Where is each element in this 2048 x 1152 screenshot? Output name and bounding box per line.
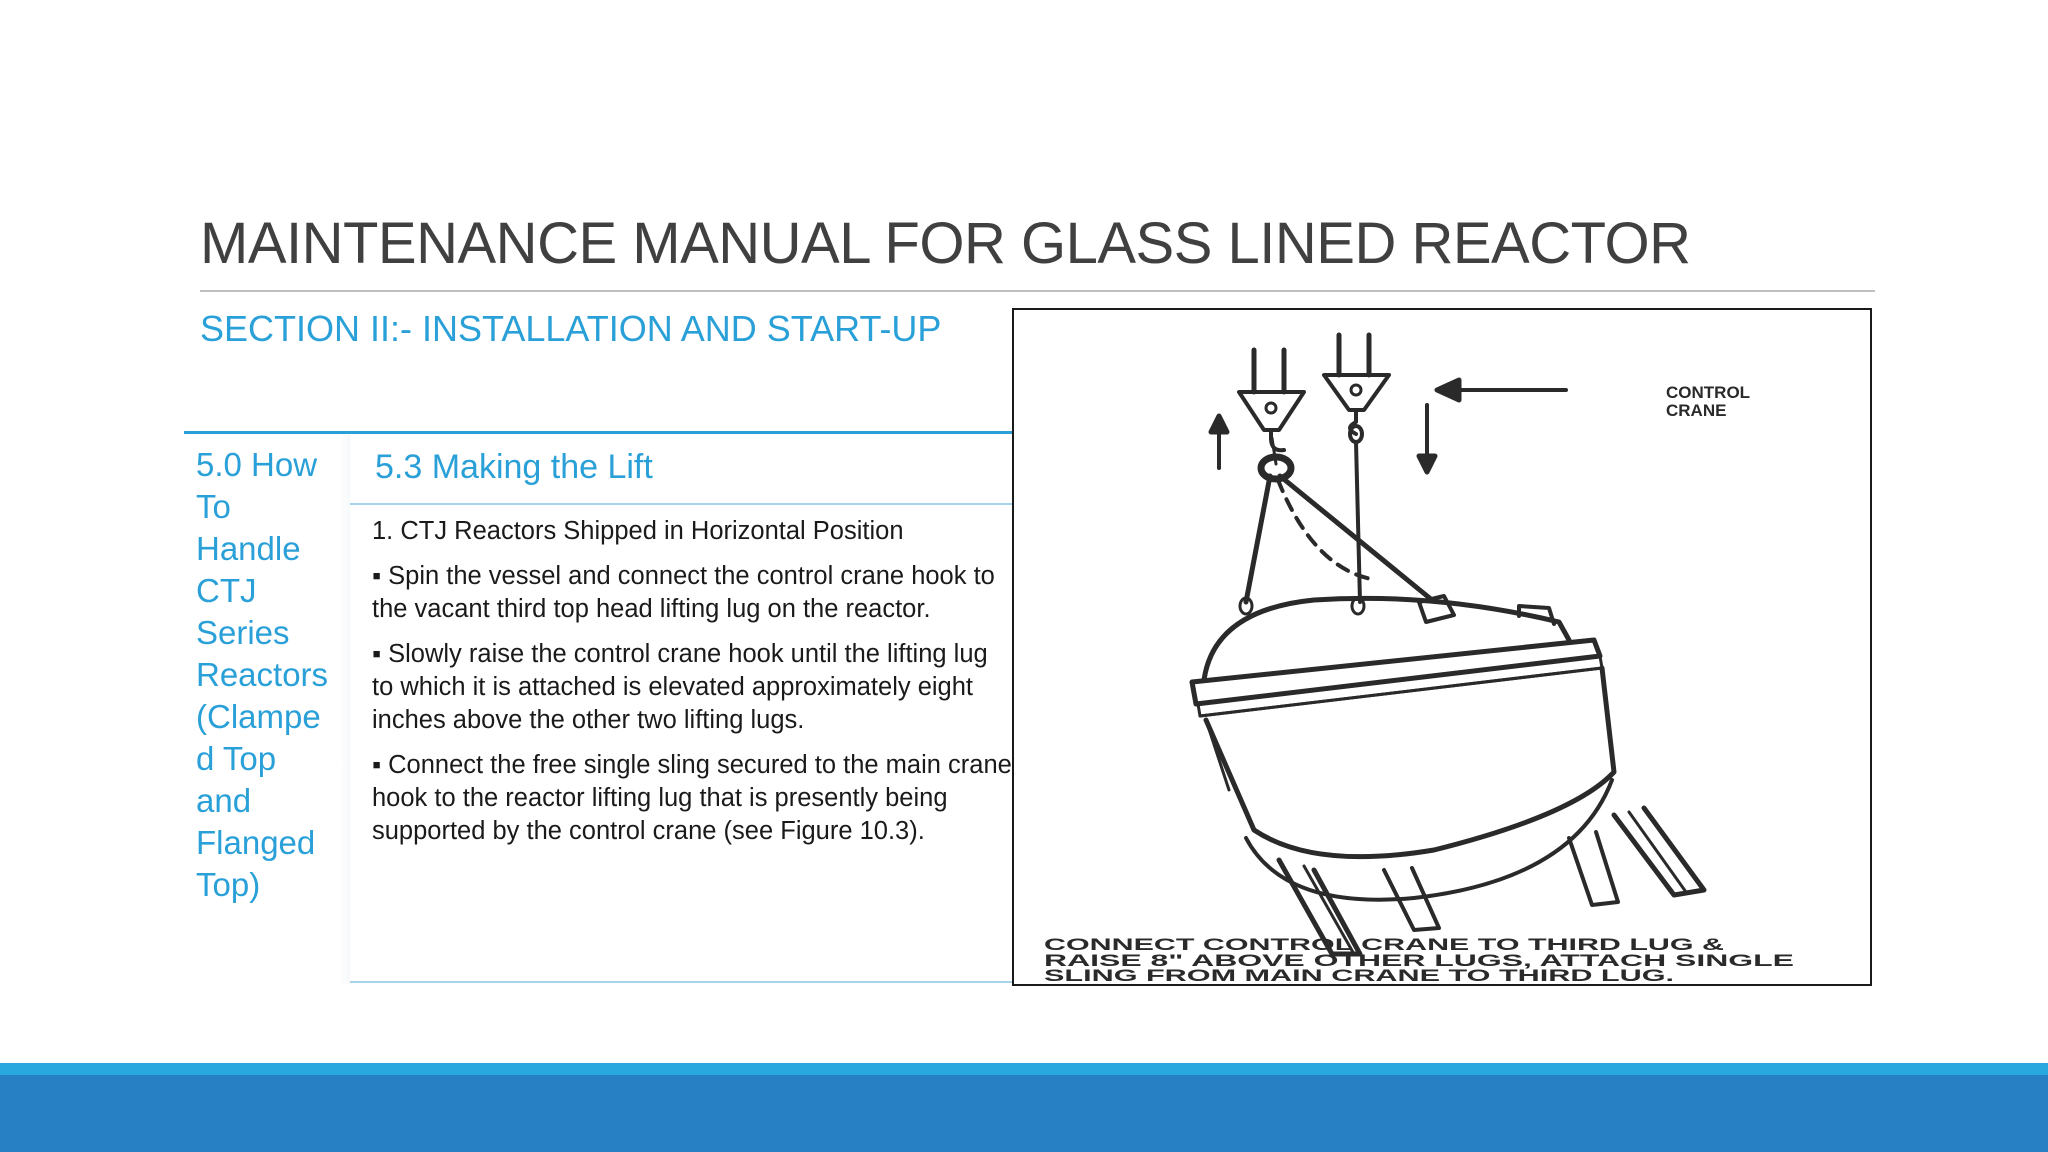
content-top-divider	[184, 431, 1014, 434]
left-heading-line: Top)	[196, 866, 261, 903]
footer-bar-dark	[0, 1075, 2048, 1152]
left-heading-line: Reactors	[196, 656, 329, 693]
left-heading-line: d Top	[196, 740, 277, 777]
section-subtitle: SECTION II:- INSTALLATION AND START-UP	[200, 308, 942, 349]
left-heading-line: CTJ	[196, 572, 257, 609]
paragraph: ▪ Connect the free single sling secured to the main crane hook to the reactor lifting lug that is presently being supported by the control crane (see Figure 10.3).	[372, 751, 1012, 845]
left-heading-line: (Clampe	[196, 698, 321, 735]
column-shade	[340, 434, 350, 984]
figure-caption-line: CONNECT CONTROL CRANE TO THIRD LUG &	[1044, 935, 1724, 954]
slide-title: MAINTENANCE MANUAL FOR GLASS LINED REACTOR	[200, 211, 1691, 276]
paragraph: 1. CTJ Reactors Shipped in Horizontal Position	[372, 517, 904, 545]
paragraph: ▪ Slowly raise the control crane hook until the lifting lug to which it is attached is elevated approximately eight inches above the other two lifting lugs.	[372, 640, 988, 734]
footer-bar-light	[0, 1063, 2048, 1075]
section-heading: 5.3 Making the Lift	[375, 448, 653, 486]
left-heading-line: Handle	[196, 530, 301, 567]
left-heading	[196, 444, 346, 906]
content-bottom-divider	[350, 981, 1015, 983]
reactor-lift-diagram	[1014, 310, 1870, 984]
left-heading-line: 5.0 How	[196, 446, 318, 483]
left-heading-line: To	[196, 488, 231, 525]
figure-caption-line: SLING FROM MAIN CRANE TO THIRD LUG.	[1044, 966, 1674, 984]
left-heading-line: Series	[196, 614, 290, 651]
callout-label: CRANE	[1666, 401, 1727, 420]
reactor-lift-figure	[1012, 308, 1872, 986]
section-heading-divider	[350, 503, 1015, 505]
callout-label: CONTROL	[1666, 383, 1751, 402]
figure-caption-line: RAISE 8" ABOVE OTHER LUGS, ATTACH SINGLE	[1044, 951, 1794, 970]
left-heading-line: and	[196, 782, 252, 819]
title-divider	[200, 290, 1875, 292]
paragraph: ▪ Spin the vessel and connect the control crane hook to the vacant third top head lifting lug on the reactor.	[372, 562, 995, 623]
left-heading-line: Flanged	[196, 824, 316, 861]
body-text	[372, 515, 1012, 860]
